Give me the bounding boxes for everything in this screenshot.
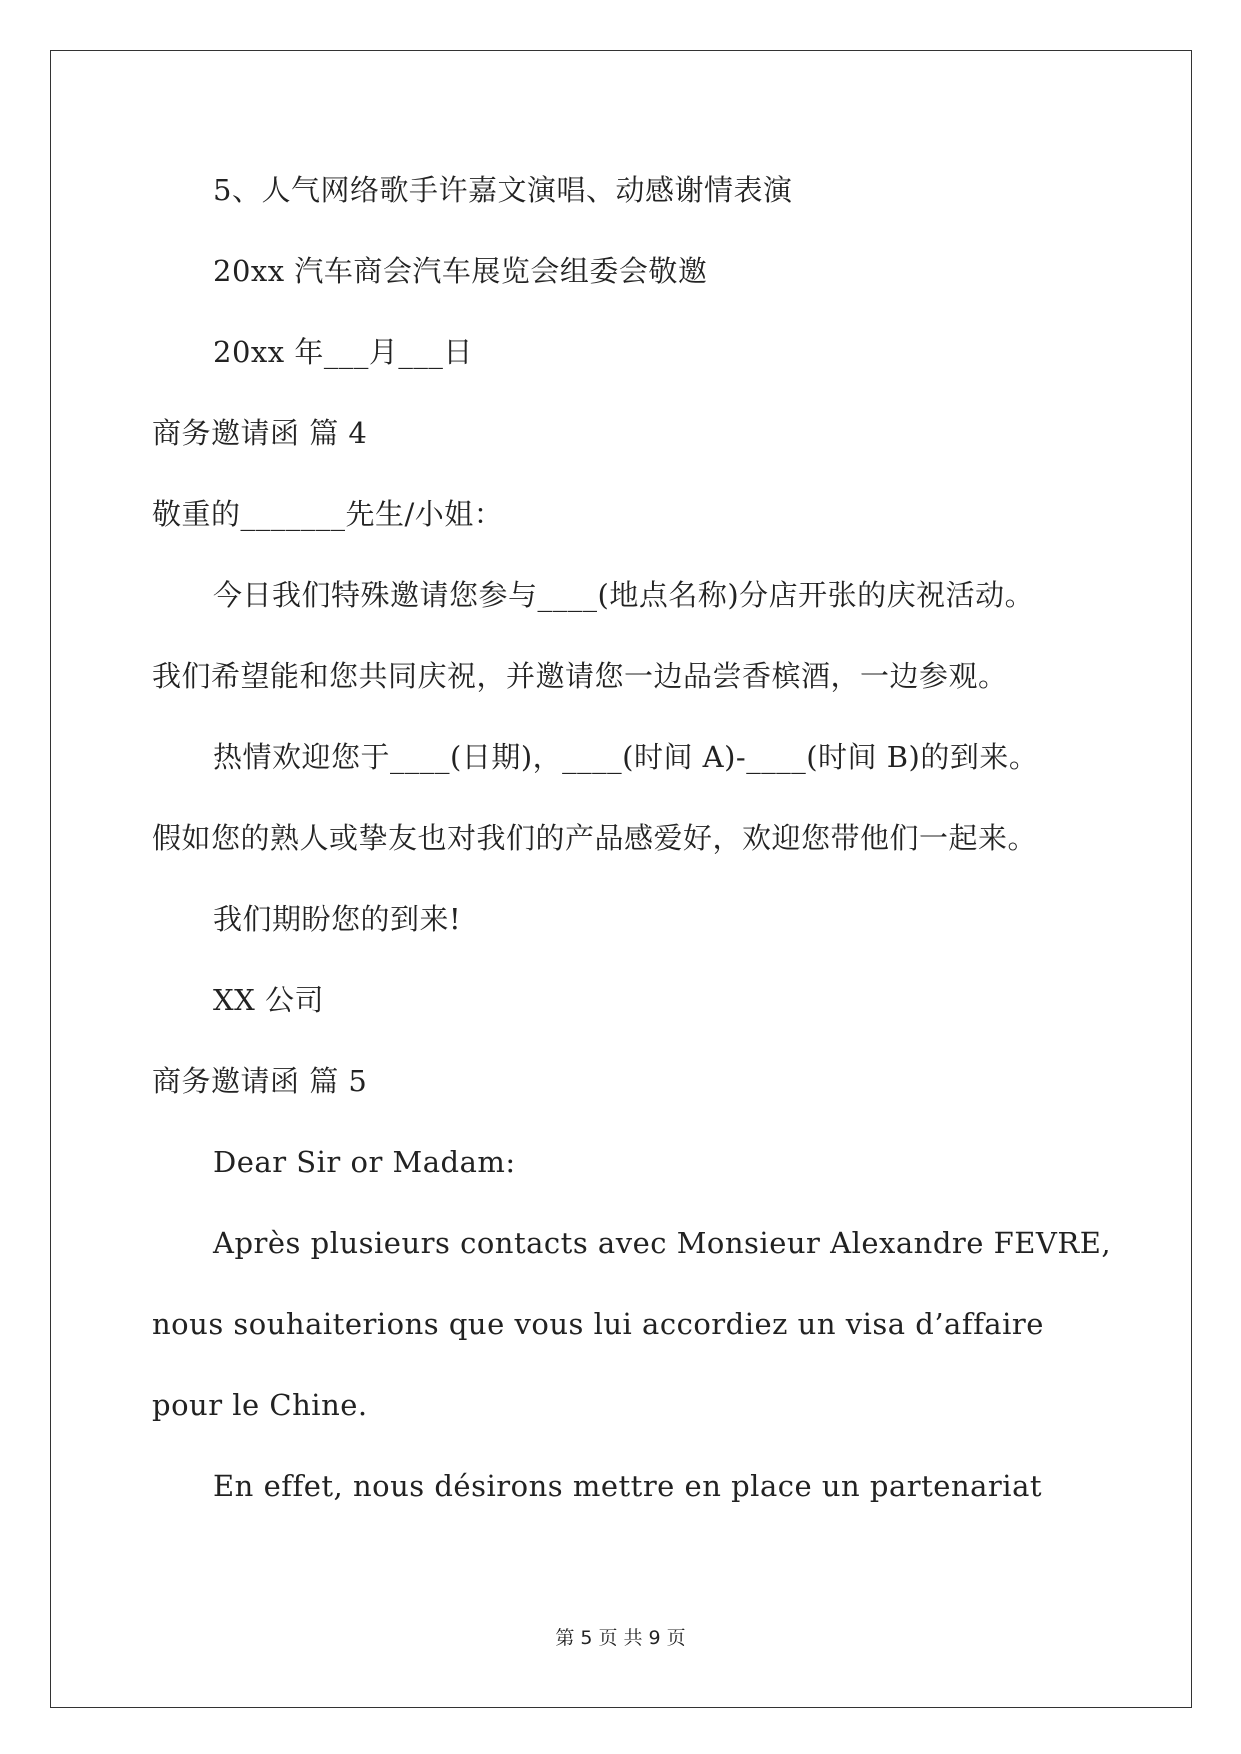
company-signature: XX 公司 (213, 983, 325, 1017)
organizer-signature: 20xx 汽车商会汽车展览会组委会敬邀 (213, 254, 708, 288)
date-line: 20xx 年___月___日 (213, 335, 473, 369)
paragraph-invitation-cont: 我们希望能和您共同庆祝，并邀请您一边品尝香槟酒，一边参观。 (152, 659, 1008, 693)
section-heading-5: 商务邀请函 篇 5 (152, 1064, 368, 1098)
french-paragraph-line-2: nous souhaiterions que vous lui accordiez un visa d’affaire (152, 1307, 1044, 1341)
french-paragraph-line-4: En effet, nous désirons mettre en place un partenariat (213, 1469, 1043, 1503)
list-item-singer-performance: 5、人气网络歌手许嘉文演唱、动感谢情表演 (213, 173, 793, 207)
french-paragraph-line-3: pour le Chine. (152, 1388, 368, 1422)
french-paragraph-line-1: Après plusieurs contacts avec Monsieur Alexandre FEVRE, (213, 1226, 1112, 1260)
paragraph-invitation: 今日我们特殊邀请您参与____(地点名称)分店开张的庆祝活动。 (213, 578, 1035, 612)
english-salutation: Dear Sir or Madam: (213, 1145, 516, 1179)
section-heading-4: 商务邀请函 篇 4 (152, 416, 368, 450)
paragraph-welcome-cont: 假如您的熟人或挚友也对我们的产品感爱好，欢迎您带他们一起来。 (152, 821, 1038, 855)
page-border (50, 50, 1192, 1708)
page-footer: 第 5 页 共 9 页 (555, 1627, 686, 1649)
closing-line: 我们期盼您的到来! (213, 902, 462, 936)
paragraph-welcome: 热情欢迎您于____(日期)，____(时间 A)-____(时间 B)的到来。 (213, 740, 1039, 774)
salutation: 敬重的_______先生/小姐： (152, 497, 504, 531)
